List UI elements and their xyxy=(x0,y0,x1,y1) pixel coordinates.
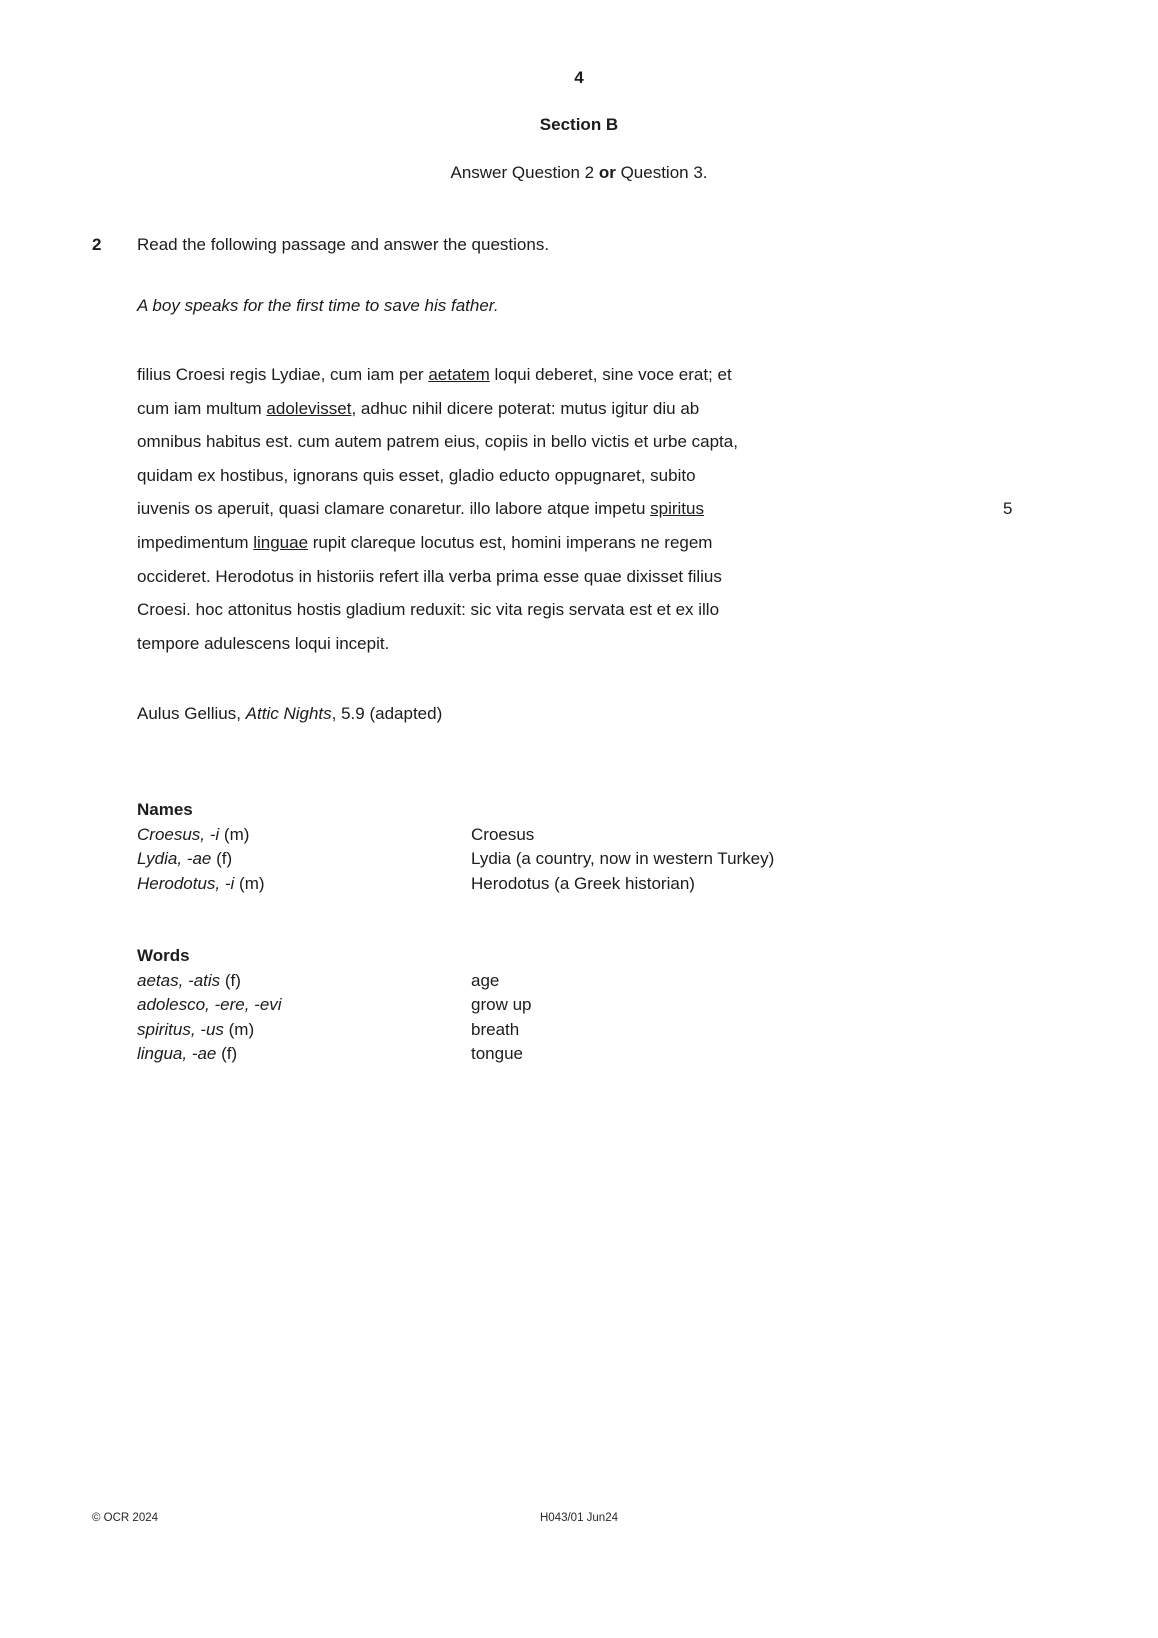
text-run: Attic Nights xyxy=(245,704,332,723)
words-glossary xyxy=(137,944,1037,1067)
text-run: adolesco, -ere, -evi xyxy=(137,995,282,1015)
text-run: Aulus Gellius, xyxy=(137,704,246,723)
latin-term xyxy=(137,847,471,872)
text-run: loqui deberet, sine voce erat; et xyxy=(489,365,732,384)
text-run: Croesi. hoc attonitus hostis gladium reduxit: sic vita regis servata est et ex illo xyxy=(137,600,720,620)
page-number: 4 xyxy=(574,68,584,87)
passage-line-2 xyxy=(137,392,1097,426)
passage-intro: A boy speaks for the first time to save his father. xyxy=(137,296,499,315)
latin-term xyxy=(137,1042,471,1067)
glossary-row xyxy=(137,823,1037,848)
text-run: (m) xyxy=(223,1019,255,1039)
english-gloss: Croesus xyxy=(471,824,535,844)
english-gloss: breath xyxy=(471,1019,520,1039)
passage-line-3 xyxy=(137,425,1097,459)
text-run: tempore adulescens loqui incepit. xyxy=(137,633,390,653)
text-run: (f) xyxy=(220,970,241,990)
glossary-row xyxy=(137,1042,1037,1067)
glossary-row xyxy=(137,872,1037,897)
glossary-row xyxy=(137,993,1037,1018)
question-prompt: Read the following passage and answer the questions. xyxy=(137,235,550,254)
passage-line-8 xyxy=(137,593,1097,627)
margin-line-number-5: 5 xyxy=(1003,499,1013,519)
text-run: cum iam multum xyxy=(137,398,267,418)
glossary-row xyxy=(137,1018,1037,1043)
text-run: , adhuc nihil dicere poterat: mutus igitur diu ab xyxy=(351,398,700,418)
english-gloss: grow up xyxy=(471,995,532,1015)
glossary-row xyxy=(137,847,1037,872)
text-run: lingua, -ae xyxy=(137,1044,217,1064)
latin-term xyxy=(137,1018,471,1043)
text-run: (m) xyxy=(219,824,250,844)
glossary-row xyxy=(137,969,1037,994)
text-run: filius Croesi regis Lydiae, cum iam per xyxy=(137,365,429,384)
english-gloss: Herodotus (a Greek historian) xyxy=(471,873,695,893)
question-header xyxy=(92,235,1066,255)
text-run: Croesus, -i xyxy=(137,824,220,844)
latin-term xyxy=(137,872,471,897)
text-run: or xyxy=(598,163,616,182)
paper-reference: H043/01 Jun24 xyxy=(539,1512,618,1524)
latin-term xyxy=(137,993,471,1018)
words-heading: Words xyxy=(137,946,190,965)
passage-line-4 xyxy=(137,459,1097,493)
text-run: aetatem xyxy=(428,365,490,384)
english-gloss: tongue xyxy=(471,1044,523,1064)
names-glossary xyxy=(137,798,1037,896)
text-run: linguae xyxy=(253,532,309,552)
text-run: rupit clareque locutus est, homini imperans ne regem xyxy=(308,532,713,552)
text-run: (m) xyxy=(234,873,265,893)
text-run: impedimentum xyxy=(137,532,254,552)
text-run: adolevisset xyxy=(266,398,352,418)
text-run: spiritus, -us xyxy=(137,1019,224,1039)
question-number: 2 xyxy=(92,235,102,254)
copyright-notice: © OCR 2024 xyxy=(92,1512,159,1524)
passage-line-7 xyxy=(137,560,1097,594)
text-run: Lydia, -ae xyxy=(137,849,212,869)
text-run: aetas, -atis xyxy=(137,970,221,990)
passage-line-6 xyxy=(137,526,1097,560)
latin-term xyxy=(137,823,471,848)
names-heading: Names xyxy=(137,800,193,819)
passage-line-9 xyxy=(137,627,1097,661)
text-run: (f) xyxy=(211,849,233,869)
text-run: iuvenis os aperuit, quasi clamare conaretur. illo labore atque impetu xyxy=(137,499,651,519)
section-instruction xyxy=(0,163,1158,183)
latin-term xyxy=(137,969,471,994)
passage-line-5 xyxy=(137,492,1097,526)
latin-passage xyxy=(137,358,1097,660)
text-run: quidam ex hostibus, ignorans quis esset, gladio educto oppugnaret, subito xyxy=(137,465,696,485)
source-attribution xyxy=(137,704,442,724)
section-title: Section B xyxy=(539,115,619,134)
english-gloss: age xyxy=(471,970,500,990)
text-run: Question 3. xyxy=(615,163,708,182)
text-run: spiritus xyxy=(650,499,704,519)
text-run: (f) xyxy=(216,1044,238,1064)
text-run: Answer Question 2 xyxy=(450,163,599,182)
text-run: omnibus habitus est. cum autem patrem eius, copiis in bello victis et urbe capta, xyxy=(137,432,738,452)
text-run: , 5.9 (adapted) xyxy=(331,704,443,723)
text-run: occideret. Herodotus in historiis refert illa verba prima esse quae dixisset filius xyxy=(137,566,722,586)
passage-line-1 xyxy=(137,358,1097,392)
text-run: Herodotus, -i xyxy=(137,873,235,893)
english-gloss: Lydia (a country, now in western Turkey) xyxy=(471,849,775,869)
